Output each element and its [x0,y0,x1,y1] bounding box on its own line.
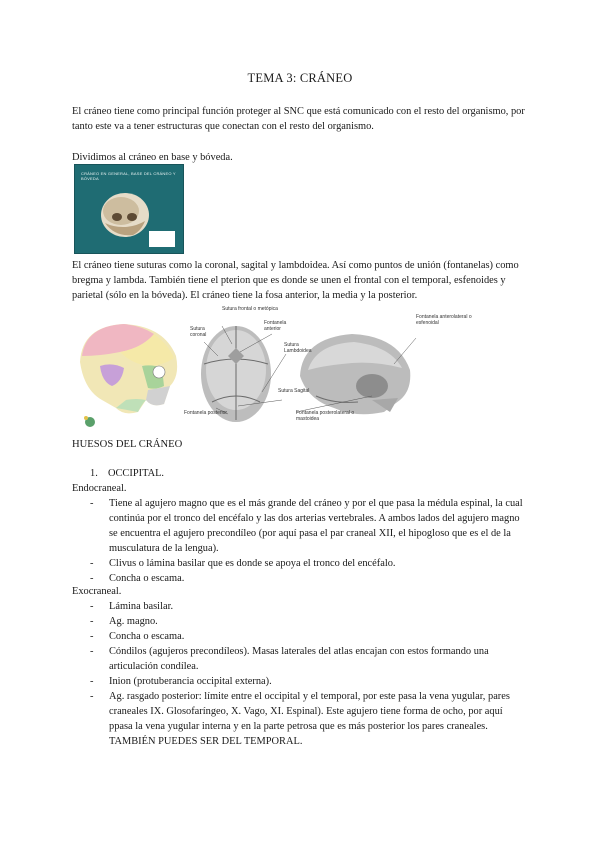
label-fontanela-anterior: Fontanela anterior [264,320,287,332]
label-sutura-lambdoidea: Sutura Lambdoidea [284,342,312,354]
intro-paragraph: El cráneo tiene como principal función proteger al SNC que está comunicado con el resto del organismo, por tanto este va a tener estructuras que conectan con el resto del organismo. [72,106,525,132]
list-item: - Clivus o lámina basilar que es donde se apoya el tronco del encéfalo. [90,556,528,571]
exocraneal-label: Exocraneal. [72,586,122,597]
label-fontanela-posterolateral: Fontanela posterolateral o mastoidea [296,410,355,422]
label-sutura-sagital: Sutura Sagital [278,388,310,394]
list-item: - Cóndilos (agujeros precondíleos). Masas laterales del atlas encajan con estos formando una articulación condílea. [90,644,528,674]
endocraneal-list [90,496,528,586]
skull-figures [72,304,532,432]
skull-slide-thumbnail [74,164,184,254]
lateral-skull-figure [80,324,177,427]
list-item: - Ag. rasgado posterior: límite entre el occipital y el temporal, por este pasa la vena yugular, pares craneales IX. Glosofaríngeo, X. Vago, XI. Espinal). Este agujero tiene forma de ocho, por aquí ppasa la vena yugular interna y en la parte petrosa que es más posterior los pares craneales. TAMBIÉN PUEDES SER DEL TEMPORAL. [90,689,528,749]
occipital-heading [90,466,164,481]
label-sutura-frontal: Sutura frontal o metópica [222,306,278,312]
division-paragraph: Dividimos al cráneo en base y bóveda. [72,152,233,163]
list-item: - Lámina basilar. [90,599,528,614]
list-item: - Concha o escama. [90,571,528,586]
list-item: - Concha o escama. [90,629,528,644]
list-item: - Inion (protuberancia occipital externa). [90,674,528,689]
bones-heading: HUESOS DEL CRÁNEO [72,439,183,450]
label-fontanela-posterior: Fontanela posterior [184,410,228,416]
endocraneal-label: Endocraneal. [72,483,127,494]
label-sutura-coronal: Sutura coronal [190,326,207,338]
label-fontanela-anterolateral: Fontanela anterolateral o esfenoidal [416,314,472,326]
sutures-paragraph: El cráneo tiene suturas como la coronal, sagital y lambdoidea. Así como puntos de unión (fontanelas) como bregma y lambda. También tiene el pterion que es donde se unen el frontal con el temporal, esfenoides y parietal (sólo en la bóveda). El cráneo tiene la fosa anterior, la media y la posterior. [72,260,519,301]
list-item: - Tiene al agujero magno que es el más grande del cráneo y por el que pasa la médula espinal, la cual continúa por el tronco del encéfalo y las dos arterias vertebrales. A ambos lados del agujero magno se encuentra el agujero precondíleo (por aquí pasa el par craneal XII, el hipogloso que es el de la musculatura de la lengua). [90,496,528,556]
exocraneal-list [90,599,528,749]
occipital-label: OCCIPITAL. [108,468,165,479]
occipital-number: 1. [90,468,98,479]
list-item: - Ag. magno. [90,614,528,629]
thumbnail-caption: CRÁNEO EN GENERAL, BASE DEL CRÁNEO Y BÓVEDA [81,171,176,181]
skull-slide-icon [75,165,183,253]
page-title: TEMA 3: CRÁNEO [247,71,353,85]
